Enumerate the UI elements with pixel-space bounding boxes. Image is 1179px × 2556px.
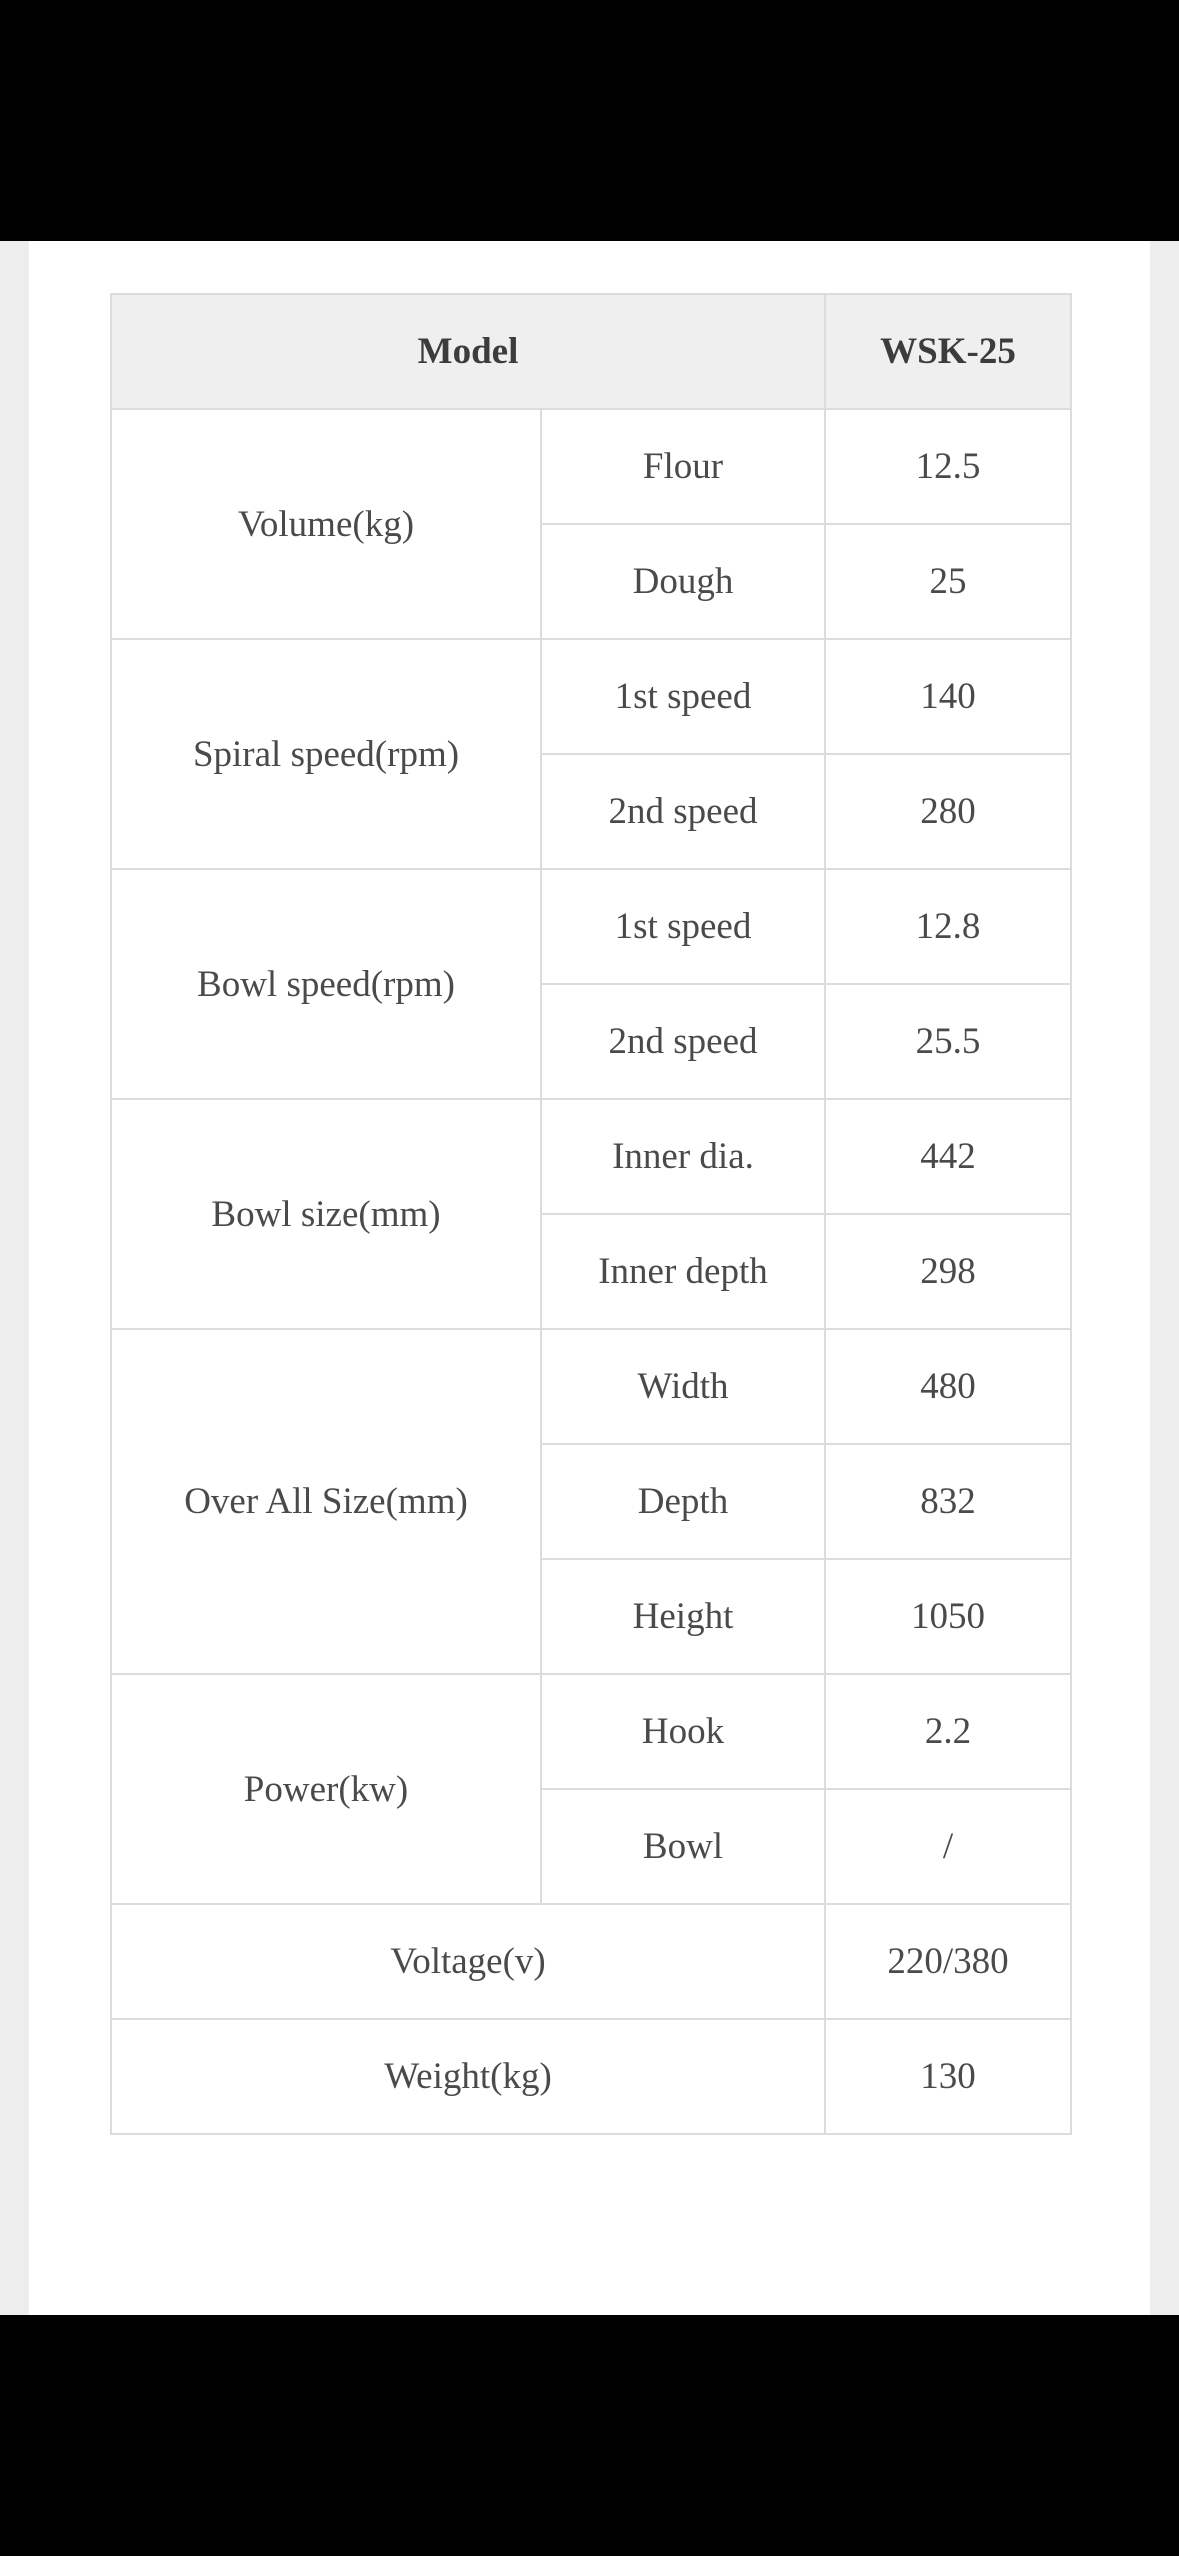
overall-depth-label: Depth [541, 1444, 825, 1559]
table-row [111, 409, 1071, 524]
spiral-first-speed-label: 1st speed [541, 639, 825, 754]
table-row [111, 869, 1071, 984]
voltage-value: 220/380 [825, 1904, 1071, 2019]
bowl-first-speed-label: 1st speed [541, 869, 825, 984]
volume-flour-label: Flour [541, 409, 825, 524]
bowl-first-speed-value: 12.8 [825, 869, 1071, 984]
weight-value: 130 [825, 2019, 1071, 2134]
spiral-speed-label: Spiral speed(rpm) [111, 639, 541, 869]
overall-size-label: Over All Size(mm) [111, 1329, 541, 1674]
table-row [111, 2019, 1071, 2134]
table-row [111, 1674, 1071, 1789]
power-label: Power(kw) [111, 1674, 541, 1904]
table-row [111, 1329, 1071, 1444]
spiral-first-speed-value: 140 [825, 639, 1071, 754]
overall-height-label: Height [541, 1559, 825, 1674]
bowl-inner-dia-value: 442 [825, 1099, 1071, 1214]
table-header-row [111, 294, 1071, 409]
content-card [29, 241, 1150, 2315]
bowl-second-speed-value: 25.5 [825, 984, 1071, 1099]
spiral-second-speed-value: 280 [825, 754, 1071, 869]
bowl-size-label: Bowl size(mm) [111, 1099, 541, 1329]
power-hook-value: 2.2 [825, 1674, 1071, 1789]
bowl-second-speed-label: 2nd speed [541, 984, 825, 1099]
volume-dough-value: 25 [825, 524, 1071, 639]
weight-label: Weight(kg) [111, 2019, 825, 2134]
table-row [111, 639, 1071, 754]
overall-height-value: 1050 [825, 1559, 1071, 1674]
overall-width-label: Width [541, 1329, 825, 1444]
table-row [111, 1099, 1071, 1214]
bowl-inner-depth-value: 298 [825, 1214, 1071, 1329]
power-hook-label: Hook [541, 1674, 825, 1789]
volume-label: Volume(kg) [111, 409, 541, 639]
power-bowl-label: Bowl [541, 1789, 825, 1904]
volume-flour-value: 12.5 [825, 409, 1071, 524]
table-row [111, 1904, 1071, 2019]
bottom-black-area [0, 2315, 1179, 2556]
bowl-inner-depth-label: Inner depth [541, 1214, 825, 1329]
voltage-label: Voltage(v) [111, 1904, 825, 2019]
model-label: Model [111, 294, 825, 409]
overall-depth-value: 832 [825, 1444, 1071, 1559]
spec-table [110, 293, 1072, 2135]
page-background [0, 241, 1179, 2315]
overall-width-value: 480 [825, 1329, 1071, 1444]
spiral-second-speed-label: 2nd speed [541, 754, 825, 869]
power-bowl-value: / [825, 1789, 1071, 1904]
top-black-area [0, 0, 1179, 241]
model-value: WSK-25 [825, 294, 1071, 409]
volume-dough-label: Dough [541, 524, 825, 639]
bowl-speed-label: Bowl speed(rpm) [111, 869, 541, 1099]
bowl-inner-dia-label: Inner dia. [541, 1099, 825, 1214]
